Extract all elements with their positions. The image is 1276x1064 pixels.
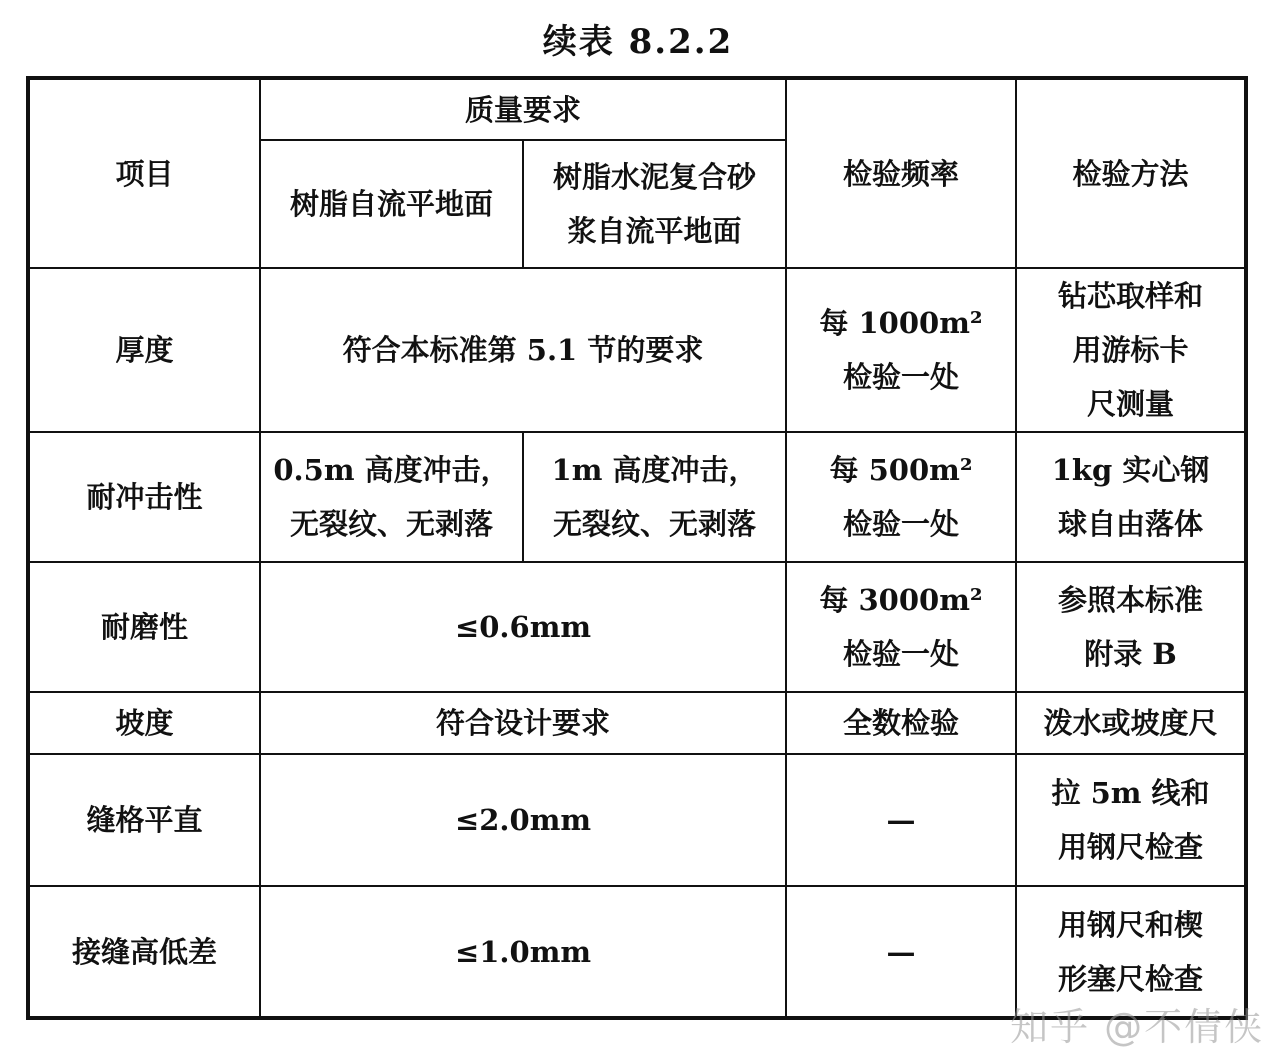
quality-line: 0.5m 高度冲击， — [273, 453, 510, 487]
table-row — [28, 692, 1246, 754]
cell-quality: ≤2.0mm — [260, 754, 786, 886]
freq-line: 每 3000m² — [819, 583, 983, 617]
cell-method — [1016, 432, 1246, 562]
table-row — [28, 562, 1246, 692]
method-line: 钻芯取样和 — [1058, 279, 1204, 313]
method-line: 形塞尺检查 — [1058, 961, 1204, 996]
cell-quality-resin — [260, 432, 523, 562]
header-row — [28, 78, 1246, 140]
cell-quality: ≤0.6mm — [260, 562, 786, 692]
cell-item: 坡度 — [28, 692, 260, 754]
header-quality: 质量要求 — [260, 78, 786, 140]
cell-frequency — [786, 268, 1016, 432]
method-line: 尺测量 — [1087, 387, 1175, 421]
cell-item: 接缝高低差 — [28, 886, 260, 1018]
cell-method — [1016, 562, 1246, 692]
cell-quality: 符合本标准第 5.1 节的要求 — [260, 268, 786, 432]
cell-item: 耐磨性 — [28, 562, 260, 692]
freq-line: 检验一处 — [843, 507, 960, 541]
cell-quality: ≤1.0mm — [260, 886, 786, 1018]
quality-line: 1m 高度冲击， — [551, 453, 758, 487]
method-line: 球自由落体 — [1058, 507, 1204, 541]
cell-frequency: — — [786, 754, 1016, 886]
cell-frequency: — — [786, 886, 1016, 1018]
header-resin-cement-line2: 浆自流平地面 — [567, 214, 742, 248]
header-resin-cement-line1: 树脂水泥复合砂 — [553, 160, 757, 194]
quality-line: 无裂纹、无剥落 — [289, 507, 493, 541]
cell-quality-resin-cement — [523, 432, 786, 562]
cell-quality: 符合设计要求 — [260, 692, 786, 754]
cell-method — [1016, 268, 1246, 432]
method-line: 用游标卡 — [1072, 333, 1189, 367]
cell-item: 耐冲击性 — [28, 432, 260, 562]
cell-item: 缝格平直 — [28, 754, 260, 886]
cell-frequency — [786, 562, 1016, 692]
freq-line: 检验一处 — [843, 637, 960, 671]
method-line: 参照本标准 — [1058, 583, 1204, 617]
method-line: 拉 5m 线和 — [1051, 776, 1210, 810]
header-item: 项目 — [28, 78, 260, 268]
table-row — [28, 754, 1246, 886]
cell-method: 泼水或坡度尺 — [1016, 692, 1246, 754]
method-line: 1kg 实心钢 — [1051, 453, 1210, 487]
freq-line: 每 1000m² — [819, 306, 983, 340]
cell-method — [1016, 754, 1246, 886]
watermark: 知乎 @不倩侠 — [1010, 1005, 1265, 1049]
method-line: 用钢尺检查 — [1058, 830, 1204, 864]
freq-line: 检验一处 — [843, 360, 960, 394]
cell-frequency — [786, 432, 1016, 562]
header-frequency: 检验频率 — [786, 78, 1016, 268]
method-line: 附录 B — [1084, 637, 1177, 671]
cell-frequency: 全数检验 — [786, 692, 1016, 754]
header-resin-cement — [523, 140, 786, 268]
table-row — [28, 268, 1246, 432]
cell-item: 厚度 — [28, 268, 260, 432]
freq-line: 每 500m² — [829, 453, 973, 487]
table-row — [28, 432, 1246, 562]
table-title: 续表 8.2.2 — [542, 22, 734, 62]
header-method: 检验方法 — [1016, 78, 1246, 268]
header-resin: 树脂自流平地面 — [260, 140, 523, 268]
quality-line: 无裂纹、无剥落 — [553, 507, 757, 541]
quality-table — [26, 76, 1248, 1020]
method-line: 用钢尺和楔 — [1058, 907, 1204, 942]
